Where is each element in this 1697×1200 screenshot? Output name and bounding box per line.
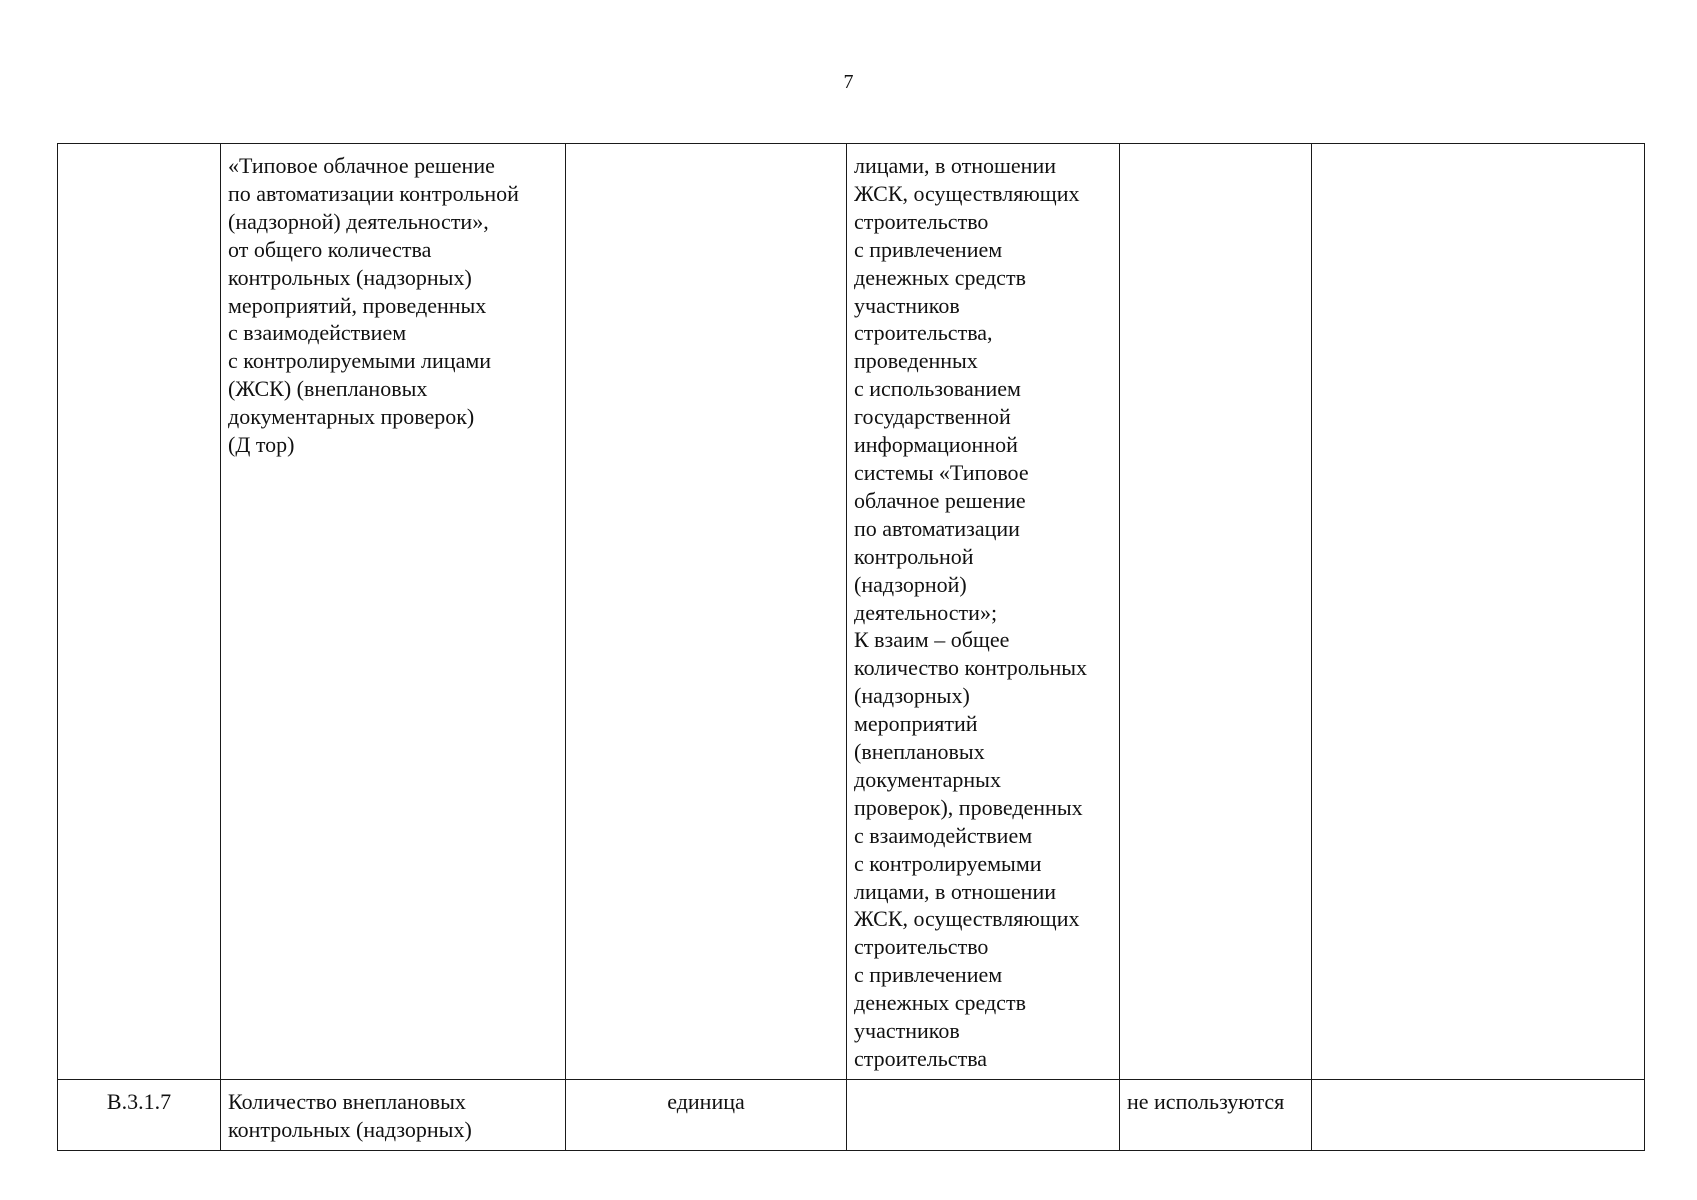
indicator-code-cell [58,144,221,1080]
values-cell: не используются [1120,1079,1312,1150]
values-cell [1120,144,1312,1080]
indicator-name-cell: «Типовое облачное решение по автоматизации контрольной (надзорной) деятельности», от общего количества контрольных (надзорных) мероприятий, проведенных с взаимодействием с контролируемыми лицами (ЖСК) (внеплановых документарных проверок) (Д тор) [221,144,566,1080]
table-row [58,1079,1645,1150]
notes-cell [1312,1079,1645,1150]
indicator-code-cell: В.3.1.7 [58,1079,221,1150]
page-number: 7 [843,71,854,93]
notes-cell [1312,144,1645,1080]
formula-cell [847,1079,1120,1150]
indicators-table [57,143,1645,1151]
formula-cell: лицами, в отношении ЖСК, осуществляющих строительство с привлечением денежных средств участников строительства, проведенных с использованием государственной информационной системы «Типовое облачное решение по автоматизации контрольной (надзорной) деятельности»; К взаим – общее количество контрольных (надзорных) мероприятий (внеплановых документарных проверок), проведенных с взаимодействием с контролируемыми лицами, в отношении ЖСК, осуществляющих строительство с привлечением денежных средств участников строительства [847,144,1120,1080]
unit-cell: единица [566,1079,847,1150]
indicator-name-cell: Количество внеплановых контрольных (надзорных) [221,1079,566,1150]
unit-cell [566,144,847,1080]
table-row [58,144,1645,1080]
